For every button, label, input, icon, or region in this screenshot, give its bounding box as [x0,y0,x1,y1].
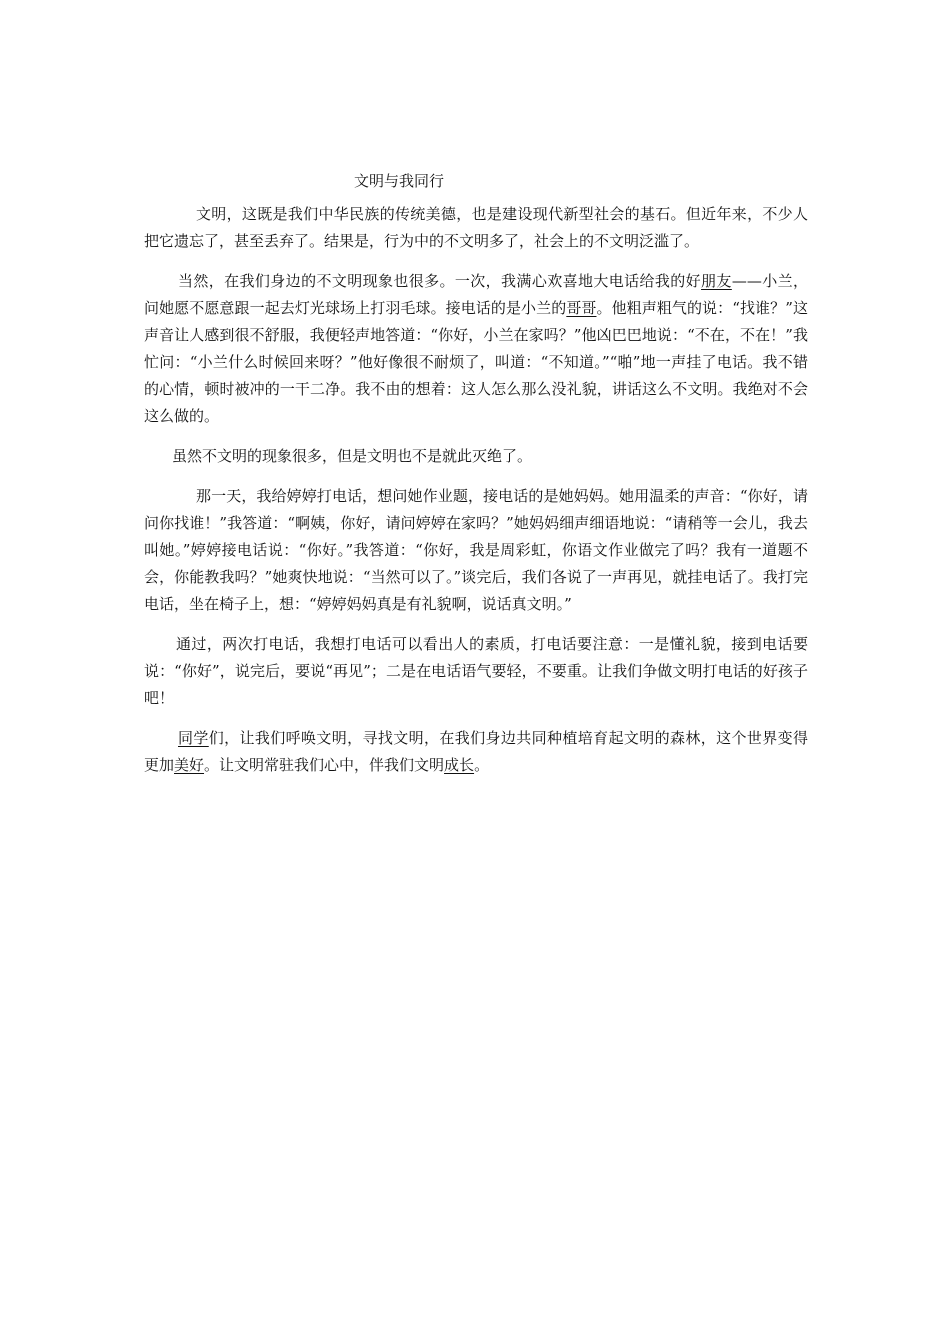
underlined-word: 同学 [178,729,209,747]
paragraph-text: ——小兰，问她愿不愿意跟一起去灯光球场上打羽毛球。接电话的是小兰的 [144,272,808,317]
paragraph-3 [144,443,808,470]
paragraph-text: 通过，两次打电话，我想打电话可以看出人的素质，打电话要注意：一是懂礼貌，接到电话要说：“你好”，说完后，要说“再见”；二是在电话语气要轻，不要重。让我们争做文明打电话的好孩子吧！ [144,635,808,707]
underlined-word: 美好 [174,756,205,774]
paragraph-text: 文明，这既是我们中华民族的传统美德，也是建设现代新型社会的基石。但近年来，不少人把它遗忘了，甚至丢弃了。结果是，行为中的不文明多了，社会上的不文明泛滥了。 [144,205,808,250]
paragraph-5 [144,631,808,712]
underlined-word: 哥哥 [566,299,597,317]
paragraph-2 [144,268,808,430]
document-title: 文明与我同行 [354,172,445,190]
underlined-word: 朋友 [701,272,732,290]
document-page [144,168,808,792]
paragraph-text: 虽然不文明的现象很多，但是文明也不是就此灭绝了。 [172,447,533,465]
paragraph-6 [144,725,808,779]
paragraph-text: 。 [474,756,490,774]
paragraph-1 [144,201,808,255]
paragraph-text: 那一天，我给婷婷打电话，想问她作业题，接电话的是她妈妈。她用温柔的声音：“你好，请问你找谁！”我答道：“啊姨，你好，请问婷婷在家吗？”她妈妈细声细语地说：“请稍等一会儿，我去叫她。”婷婷接电话说：“你好。”我答道：“你好，我是周彩虹，你语文作业做完了吗？我有一道题不会，你能教我吗？”她爽快地说：“当然可以了。”谈完后，我们各说了一声再见，就挂电话了。我打完电话，坐在椅子上，想：“婷婷妈妈真是有礼貌啊，说话真文明。” [144,487,808,613]
paragraph-text: 。让文明常驻我们心中，伴我们文明 [204,756,445,774]
paragraph-text: 。他粗声粗气的说：“找谁？”这声音让人感到很不舒服，我便轻声地答道：“你好，小兰在家吗？”他凶巴巴地说：“不在，不在！”我忙问：“小兰什么时候回来呀？”他好像很不耐烦了，叫道：“不知道。”“啪”地一声挂了电话。我不错的心情，顿时被冲的一干二净。我不由的想着：这人怎么那么没礼貌，讲话这么不文明。我绝对不会这么做的。 [144,299,808,425]
paragraph-text: 们，让我们呼唤文明，寻找文明，在我们身边共同种植培育起文明的森林，这个世界变得更加 [144,729,808,774]
paragraph-4 [144,483,808,618]
underlined-word: 成长 [444,756,475,774]
paragraph-text: 当然，在我们身边的不文明现象也很多。一次，我满心欢喜地大电话给我的好 [178,272,702,290]
